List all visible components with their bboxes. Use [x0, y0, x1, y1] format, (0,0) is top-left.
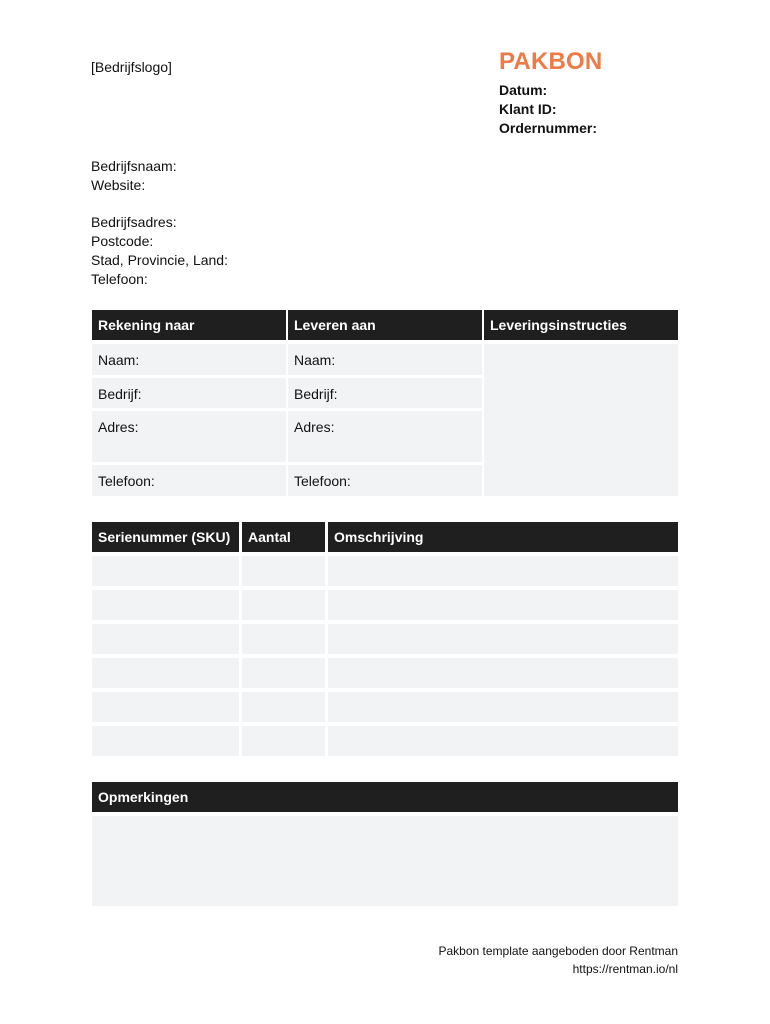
order-number-label: Ordernummer: — [499, 120, 598, 136]
remarks-field[interactable] — [92, 816, 678, 906]
item-qty-cell[interactable] — [242, 692, 325, 722]
item-qty-cell[interactable] — [242, 590, 325, 620]
item-sku-cell[interactable] — [92, 590, 239, 620]
remarks-header: Opmerkingen — [92, 782, 678, 812]
item-qty-cell[interactable] — [242, 624, 325, 654]
logo-placeholder: [Bedrijfslogo] — [91, 59, 172, 75]
ship-to-company-field[interactable]: Bedrijf: — [288, 378, 482, 408]
item-desc-cell[interactable] — [328, 658, 678, 688]
item-qty-cell[interactable] — [242, 556, 325, 586]
delivery-instructions-field[interactable] — [484, 344, 678, 496]
footer-link[interactable]: https://rentman.io/nl — [572, 962, 678, 976]
description-column-header: Omschrijving — [328, 522, 678, 552]
company-website-label: Website: — [91, 177, 146, 193]
bill-to-company-field[interactable]: Bedrijf: — [92, 378, 286, 408]
item-sku-cell[interactable] — [92, 692, 239, 722]
item-desc-cell[interactable] — [328, 556, 678, 586]
company-name-label: Bedrijfsnaam: — [91, 158, 177, 174]
bill-to-address-field[interactable]: Adres: — [92, 411, 286, 462]
bill-to-header: Rekening naar — [92, 310, 286, 340]
company-address-label: Bedrijfsadres: — [91, 214, 177, 230]
item-desc-cell[interactable] — [328, 692, 678, 722]
document-title: PAKBON — [499, 48, 603, 75]
ship-to-phone-field[interactable]: Telefoon: — [288, 465, 482, 496]
item-qty-cell[interactable] — [242, 726, 325, 756]
item-sku-cell[interactable] — [92, 726, 239, 756]
date-label: Datum: — [499, 82, 548, 98]
item-desc-cell[interactable] — [328, 624, 678, 654]
ship-to-header: Leveren aan — [288, 310, 482, 340]
company-city-label: Stad, Provincie, Land: — [91, 252, 228, 268]
item-sku-cell[interactable] — [92, 658, 239, 688]
company-phone-label: Telefoon: — [91, 271, 148, 287]
item-desc-cell[interactable] — [328, 590, 678, 620]
bill-to-phone-field[interactable]: Telefoon: — [92, 465, 286, 496]
delivery-instructions-header: Leveringsinstructies — [484, 310, 678, 340]
sku-column-header: Serienummer (SKU) — [92, 522, 239, 552]
item-desc-cell[interactable] — [328, 726, 678, 756]
ship-to-address-field[interactable]: Adres: — [288, 411, 482, 462]
item-sku-cell[interactable] — [92, 624, 239, 654]
footer-credit: Pakbon template aangeboden door Rentman — [438, 944, 678, 958]
item-sku-cell[interactable] — [92, 556, 239, 586]
ship-to-name-field[interactable]: Naam: — [288, 344, 482, 375]
item-qty-cell[interactable] — [242, 658, 325, 688]
company-postcode-label: Postcode: — [91, 233, 154, 249]
quantity-column-header: Aantal — [242, 522, 325, 552]
bill-to-name-field[interactable]: Naam: — [92, 344, 286, 375]
customer-id-label: Klant ID: — [499, 101, 557, 117]
